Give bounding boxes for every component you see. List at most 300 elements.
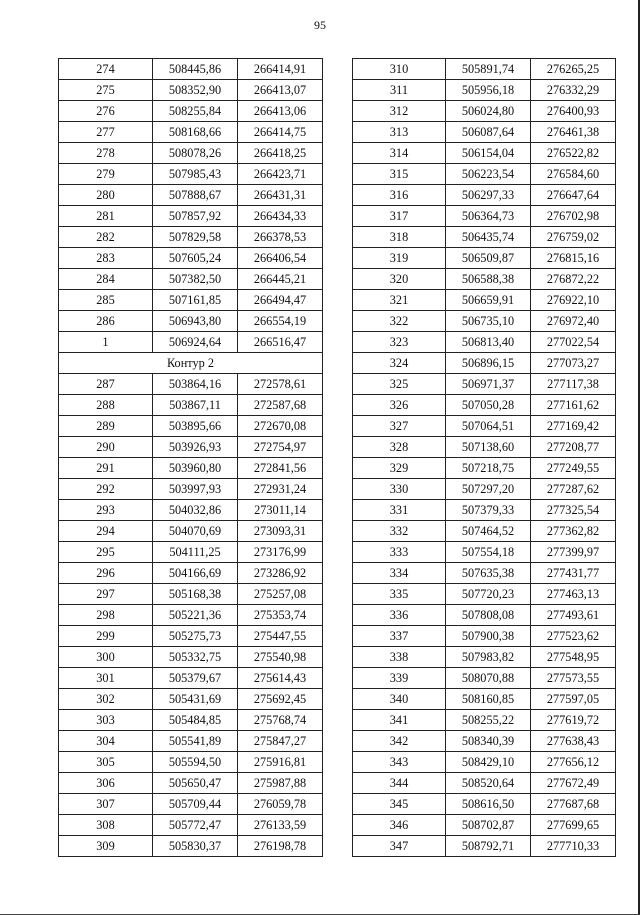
x-coordinate-cell: 506924,64 — [153, 332, 238, 353]
y-coordinate-cell: 266406,54 — [238, 248, 323, 269]
table-row — [353, 605, 616, 626]
point-number-cell: 308 — [59, 815, 153, 836]
y-coordinate-cell: 273176,99 — [238, 542, 323, 563]
table-row — [59, 815, 323, 836]
point-number-cell: 314 — [353, 143, 446, 164]
table-row — [353, 815, 616, 836]
table-row — [353, 59, 616, 80]
point-number-cell: 1 — [59, 332, 153, 353]
point-number-cell: 301 — [59, 668, 153, 689]
x-coordinate-cell: 507857,92 — [153, 206, 238, 227]
x-coordinate-cell: 507050,28 — [446, 395, 531, 416]
y-coordinate-cell: 276522,82 — [531, 143, 616, 164]
table-row — [353, 647, 616, 668]
x-coordinate-cell: 506154,04 — [446, 143, 531, 164]
table-row — [353, 269, 616, 290]
y-coordinate-cell: 277638,43 — [531, 731, 616, 752]
x-coordinate-cell: 506971,37 — [446, 374, 531, 395]
y-coordinate-cell: 276133,59 — [238, 815, 323, 836]
x-coordinate-cell: 506024,80 — [446, 101, 531, 122]
x-coordinate-cell: 505709,44 — [153, 794, 238, 815]
x-coordinate-cell: 508168,66 — [153, 122, 238, 143]
x-coordinate-cell: 505956,18 — [446, 80, 531, 101]
point-number-cell: 333 — [353, 542, 446, 563]
table-row — [59, 773, 323, 794]
x-coordinate-cell: 506223,54 — [446, 164, 531, 185]
y-coordinate-cell: 276759,02 — [531, 227, 616, 248]
y-coordinate-cell: 275614,43 — [238, 668, 323, 689]
x-coordinate-cell: 508792,71 — [446, 836, 531, 857]
table-row — [59, 416, 323, 437]
point-number-cell: 318 — [353, 227, 446, 248]
point-number-cell: 279 — [59, 164, 153, 185]
y-coordinate-cell: 266413,07 — [238, 80, 323, 101]
table-row — [59, 311, 323, 332]
point-number-cell: 329 — [353, 458, 446, 479]
table-row — [59, 143, 323, 164]
x-coordinate-cell: 507382,50 — [153, 269, 238, 290]
table-row — [59, 542, 323, 563]
x-coordinate-cell: 508255,84 — [153, 101, 238, 122]
table-row — [353, 332, 616, 353]
y-coordinate-cell: 275447,55 — [238, 626, 323, 647]
x-coordinate-cell: 506364,73 — [446, 206, 531, 227]
table-row — [59, 479, 323, 500]
y-coordinate-cell: 272754,97 — [238, 437, 323, 458]
x-coordinate-cell: 507379,33 — [446, 500, 531, 521]
table-row — [59, 794, 323, 815]
table-row — [59, 626, 323, 647]
x-coordinate-cell: 505221,36 — [153, 605, 238, 626]
point-number-cell: 289 — [59, 416, 153, 437]
y-coordinate-cell: 273286,92 — [238, 563, 323, 584]
x-coordinate-cell: 508702,87 — [446, 815, 531, 836]
y-coordinate-cell: 277325,54 — [531, 500, 616, 521]
y-coordinate-cell: 266414,75 — [238, 122, 323, 143]
table-row — [353, 101, 616, 122]
table-row — [353, 395, 616, 416]
x-coordinate-cell: 505431,69 — [153, 689, 238, 710]
y-coordinate-cell: 277597,05 — [531, 689, 616, 710]
point-number-cell: 309 — [59, 836, 153, 857]
point-number-cell: 298 — [59, 605, 153, 626]
y-coordinate-cell: 275692,45 — [238, 689, 323, 710]
y-coordinate-cell: 277073,27 — [531, 353, 616, 374]
table-row — [59, 500, 323, 521]
table-row — [59, 689, 323, 710]
table-row — [59, 584, 323, 605]
point-number-cell: 347 — [353, 836, 446, 857]
point-number-cell: 287 — [59, 374, 153, 395]
y-coordinate-cell: 275540,98 — [238, 647, 323, 668]
point-number-cell: 317 — [353, 206, 446, 227]
point-number-cell: 281 — [59, 206, 153, 227]
point-number-cell: 305 — [59, 752, 153, 773]
point-number-cell: 280 — [59, 185, 153, 206]
point-number-cell: 320 — [353, 269, 446, 290]
table-row — [353, 227, 616, 248]
y-coordinate-cell: 276647,64 — [531, 185, 616, 206]
y-coordinate-cell: 276702,98 — [531, 206, 616, 227]
table-row — [59, 332, 323, 353]
table-row — [59, 752, 323, 773]
y-coordinate-cell: 275916,81 — [238, 752, 323, 773]
y-coordinate-cell: 277656,12 — [531, 752, 616, 773]
point-number-cell: 286 — [59, 311, 153, 332]
point-number-cell: 303 — [59, 710, 153, 731]
y-coordinate-cell: 277431,77 — [531, 563, 616, 584]
coordinates-table-left-body — [59, 59, 323, 857]
table-row — [353, 80, 616, 101]
table-row — [59, 374, 323, 395]
table-row — [353, 374, 616, 395]
point-number-cell: 295 — [59, 542, 153, 563]
point-number-cell: 334 — [353, 563, 446, 584]
section-title: Контур 2 — [59, 353, 323, 374]
x-coordinate-cell: 505484,85 — [153, 710, 238, 731]
point-number-cell: 321 — [353, 290, 446, 311]
table-row — [353, 458, 616, 479]
x-coordinate-cell: 505830,37 — [153, 836, 238, 857]
y-coordinate-cell: 277249,55 — [531, 458, 616, 479]
x-coordinate-cell: 507635,38 — [446, 563, 531, 584]
x-coordinate-cell: 503867,11 — [153, 395, 238, 416]
y-coordinate-cell: 277362,82 — [531, 521, 616, 542]
y-coordinate-cell: 277117,38 — [531, 374, 616, 395]
point-number-cell: 340 — [353, 689, 446, 710]
table-row — [353, 164, 616, 185]
table-row — [59, 269, 323, 290]
point-number-cell: 299 — [59, 626, 153, 647]
point-number-cell: 323 — [353, 332, 446, 353]
point-number-cell: 332 — [353, 521, 446, 542]
table-row — [353, 731, 616, 752]
x-coordinate-cell: 507983,82 — [446, 647, 531, 668]
y-coordinate-cell: 266445,21 — [238, 269, 323, 290]
x-coordinate-cell: 505541,89 — [153, 731, 238, 752]
point-number-cell: 284 — [59, 269, 153, 290]
table-row — [353, 122, 616, 143]
x-coordinate-cell: 507605,24 — [153, 248, 238, 269]
point-number-cell: 330 — [353, 479, 446, 500]
point-number-cell: 328 — [353, 437, 446, 458]
y-coordinate-cell: 277523,62 — [531, 626, 616, 647]
y-coordinate-cell: 277699,65 — [531, 815, 616, 836]
table-row — [59, 647, 323, 668]
point-number-cell: 344 — [353, 773, 446, 794]
y-coordinate-cell: 272931,24 — [238, 479, 323, 500]
point-number-cell: 277 — [59, 122, 153, 143]
table-row — [59, 563, 323, 584]
y-coordinate-cell: 266431,31 — [238, 185, 323, 206]
y-coordinate-cell: 266434,33 — [238, 206, 323, 227]
y-coordinate-cell: 266378,53 — [238, 227, 323, 248]
y-coordinate-cell: 276461,38 — [531, 122, 616, 143]
x-coordinate-cell: 507808,08 — [446, 605, 531, 626]
table-row — [59, 59, 323, 80]
x-coordinate-cell: 504111,25 — [153, 542, 238, 563]
x-coordinate-cell: 507554,18 — [446, 542, 531, 563]
point-number-cell: 342 — [353, 731, 446, 752]
table-row — [353, 437, 616, 458]
point-number-cell: 324 — [353, 353, 446, 374]
y-coordinate-cell: 276198,78 — [238, 836, 323, 857]
y-coordinate-cell: 276922,10 — [531, 290, 616, 311]
point-number-cell: 293 — [59, 500, 153, 521]
x-coordinate-cell: 506735,10 — [446, 311, 531, 332]
x-coordinate-cell: 508255,22 — [446, 710, 531, 731]
x-coordinate-cell: 506087,64 — [446, 122, 531, 143]
point-number-cell: 304 — [59, 731, 153, 752]
x-coordinate-cell: 505594,50 — [153, 752, 238, 773]
table-row — [59, 227, 323, 248]
x-coordinate-cell: 507829,58 — [153, 227, 238, 248]
point-number-cell: 325 — [353, 374, 446, 395]
y-coordinate-cell: 266414,91 — [238, 59, 323, 80]
x-coordinate-cell: 507985,43 — [153, 164, 238, 185]
y-coordinate-cell: 275257,08 — [238, 584, 323, 605]
x-coordinate-cell: 508616,50 — [446, 794, 531, 815]
table-row — [353, 311, 616, 332]
x-coordinate-cell: 505772,47 — [153, 815, 238, 836]
point-number-cell: 297 — [59, 584, 153, 605]
x-coordinate-cell: 507161,85 — [153, 290, 238, 311]
point-number-cell: 315 — [353, 164, 446, 185]
point-number-cell: 274 — [59, 59, 153, 80]
point-number-cell: 327 — [353, 416, 446, 437]
x-coordinate-cell: 507138,60 — [446, 437, 531, 458]
point-number-cell: 276 — [59, 101, 153, 122]
x-coordinate-cell: 505275,73 — [153, 626, 238, 647]
x-coordinate-cell: 507218,75 — [446, 458, 531, 479]
point-number-cell: 331 — [353, 500, 446, 521]
x-coordinate-cell: 505168,38 — [153, 584, 238, 605]
y-coordinate-cell: 266516,47 — [238, 332, 323, 353]
y-coordinate-cell: 266418,25 — [238, 143, 323, 164]
table-row — [353, 500, 616, 521]
table-row — [353, 836, 616, 857]
x-coordinate-cell: 504032,86 — [153, 500, 238, 521]
table-row — [353, 248, 616, 269]
point-number-cell: 322 — [353, 311, 446, 332]
table-row — [353, 689, 616, 710]
point-number-cell: 275 — [59, 80, 153, 101]
point-number-cell: 310 — [353, 59, 446, 80]
x-coordinate-cell: 507064,51 — [446, 416, 531, 437]
x-coordinate-cell: 503997,93 — [153, 479, 238, 500]
x-coordinate-cell: 506659,91 — [446, 290, 531, 311]
x-coordinate-cell: 508520,64 — [446, 773, 531, 794]
y-coordinate-cell: 277710,33 — [531, 836, 616, 857]
x-coordinate-cell: 506435,74 — [446, 227, 531, 248]
point-number-cell: 296 — [59, 563, 153, 584]
table-row — [353, 143, 616, 164]
x-coordinate-cell: 506943,80 — [153, 311, 238, 332]
point-number-cell: 316 — [353, 185, 446, 206]
x-coordinate-cell: 507888,67 — [153, 185, 238, 206]
table-row — [353, 206, 616, 227]
x-coordinate-cell: 507720,23 — [446, 584, 531, 605]
x-coordinate-cell: 503960,80 — [153, 458, 238, 479]
x-coordinate-cell: 507900,38 — [446, 626, 531, 647]
x-coordinate-cell: 503895,66 — [153, 416, 238, 437]
point-number-cell: 343 — [353, 752, 446, 773]
y-coordinate-cell: 277548,95 — [531, 647, 616, 668]
y-coordinate-cell: 276972,40 — [531, 311, 616, 332]
point-number-cell: 312 — [353, 101, 446, 122]
x-coordinate-cell: 506588,38 — [446, 269, 531, 290]
coordinates-table-left — [58, 58, 323, 857]
table-row — [59, 668, 323, 689]
point-number-cell: 336 — [353, 605, 446, 626]
table-row — [59, 206, 323, 227]
y-coordinate-cell: 273093,31 — [238, 521, 323, 542]
table-row — [59, 521, 323, 542]
y-coordinate-cell: 272587,68 — [238, 395, 323, 416]
x-coordinate-cell: 506297,33 — [446, 185, 531, 206]
point-number-cell: 300 — [59, 647, 153, 668]
y-coordinate-cell: 277208,77 — [531, 437, 616, 458]
y-coordinate-cell: 276332,29 — [531, 80, 616, 101]
table-row — [59, 710, 323, 731]
table-row — [59, 80, 323, 101]
y-coordinate-cell: 266413,06 — [238, 101, 323, 122]
y-coordinate-cell: 275847,27 — [238, 731, 323, 752]
y-coordinate-cell: 276059,78 — [238, 794, 323, 815]
y-coordinate-cell: 275987,88 — [238, 773, 323, 794]
x-coordinate-cell: 507297,20 — [446, 479, 531, 500]
y-coordinate-cell: 266494,47 — [238, 290, 323, 311]
x-coordinate-cell: 503864,16 — [153, 374, 238, 395]
y-coordinate-cell: 276265,25 — [531, 59, 616, 80]
x-coordinate-cell: 506896,15 — [446, 353, 531, 374]
point-number-cell: 345 — [353, 794, 446, 815]
y-coordinate-cell: 277493,61 — [531, 605, 616, 626]
y-coordinate-cell: 277399,97 — [531, 542, 616, 563]
x-coordinate-cell: 506509,87 — [446, 248, 531, 269]
x-coordinate-cell: 508070,88 — [446, 668, 531, 689]
point-number-cell: 337 — [353, 626, 446, 647]
point-number-cell: 290 — [59, 437, 153, 458]
y-coordinate-cell: 276815,16 — [531, 248, 616, 269]
point-number-cell: 311 — [353, 80, 446, 101]
point-number-cell: 335 — [353, 584, 446, 605]
point-number-cell: 288 — [59, 395, 153, 416]
point-number-cell: 341 — [353, 710, 446, 731]
table-row — [59, 101, 323, 122]
x-coordinate-cell: 505650,47 — [153, 773, 238, 794]
x-coordinate-cell: 508160,85 — [446, 689, 531, 710]
point-number-cell: 291 — [59, 458, 153, 479]
x-coordinate-cell: 508340,39 — [446, 731, 531, 752]
table-row — [353, 710, 616, 731]
y-coordinate-cell: 276584,60 — [531, 164, 616, 185]
coordinates-table-right — [352, 58, 616, 857]
y-coordinate-cell: 277619,72 — [531, 710, 616, 731]
table-row — [353, 290, 616, 311]
table-row — [353, 563, 616, 584]
x-coordinate-cell: 504070,69 — [153, 521, 238, 542]
table-row — [353, 353, 616, 374]
x-coordinate-cell: 505891,74 — [446, 59, 531, 80]
y-coordinate-cell: 275353,74 — [238, 605, 323, 626]
y-coordinate-cell: 277022,54 — [531, 332, 616, 353]
table-row — [59, 731, 323, 752]
table-row — [59, 185, 323, 206]
point-number-cell: 285 — [59, 290, 153, 311]
x-coordinate-cell: 507464,52 — [446, 521, 531, 542]
table-row — [353, 521, 616, 542]
point-number-cell: 302 — [59, 689, 153, 710]
point-number-cell: 307 — [59, 794, 153, 815]
y-coordinate-cell: 277287,62 — [531, 479, 616, 500]
y-coordinate-cell: 266423,71 — [238, 164, 323, 185]
coordinates-table-right-body — [353, 59, 616, 857]
table-row — [59, 395, 323, 416]
y-coordinate-cell: 277161,62 — [531, 395, 616, 416]
x-coordinate-cell: 504166,69 — [153, 563, 238, 584]
point-number-cell: 339 — [353, 668, 446, 689]
y-coordinate-cell: 273011,14 — [238, 500, 323, 521]
point-number-cell: 278 — [59, 143, 153, 164]
point-number-cell: 283 — [59, 248, 153, 269]
y-coordinate-cell: 277463,13 — [531, 584, 616, 605]
point-number-cell: 319 — [353, 248, 446, 269]
x-coordinate-cell: 508429,10 — [446, 752, 531, 773]
table-row — [59, 290, 323, 311]
y-coordinate-cell: 277687,68 — [531, 794, 616, 815]
table-row — [353, 584, 616, 605]
y-coordinate-cell: 266554,19 — [238, 311, 323, 332]
point-number-cell: 326 — [353, 395, 446, 416]
y-coordinate-cell: 275768,74 — [238, 710, 323, 731]
table-row — [59, 248, 323, 269]
table-row — [353, 479, 616, 500]
point-number-cell: 292 — [59, 479, 153, 500]
x-coordinate-cell: 508445,86 — [153, 59, 238, 80]
table-row — [353, 752, 616, 773]
table-row — [353, 416, 616, 437]
y-coordinate-cell: 277169,42 — [531, 416, 616, 437]
table-row — [59, 122, 323, 143]
point-number-cell: 306 — [59, 773, 153, 794]
x-coordinate-cell: 503926,93 — [153, 437, 238, 458]
y-coordinate-cell: 276872,22 — [531, 269, 616, 290]
x-coordinate-cell: 508352,90 — [153, 80, 238, 101]
table-row — [59, 458, 323, 479]
table-row — [353, 626, 616, 647]
table-row — [353, 773, 616, 794]
point-number-cell: 294 — [59, 521, 153, 542]
table-row — [353, 542, 616, 563]
y-coordinate-cell: 276400,93 — [531, 101, 616, 122]
point-number-cell: 282 — [59, 227, 153, 248]
y-coordinate-cell: 277672,49 — [531, 773, 616, 794]
x-coordinate-cell: 508078,26 — [153, 143, 238, 164]
point-number-cell: 313 — [353, 122, 446, 143]
table-row — [353, 794, 616, 815]
y-coordinate-cell: 272670,08 — [238, 416, 323, 437]
x-coordinate-cell: 506813,40 — [446, 332, 531, 353]
x-coordinate-cell: 505379,67 — [153, 668, 238, 689]
x-coordinate-cell: 505332,75 — [153, 647, 238, 668]
section-header-row — [59, 353, 323, 374]
y-coordinate-cell: 272841,56 — [238, 458, 323, 479]
table-row — [59, 164, 323, 185]
table-row — [59, 605, 323, 626]
table-row — [353, 668, 616, 689]
table-row — [353, 185, 616, 206]
